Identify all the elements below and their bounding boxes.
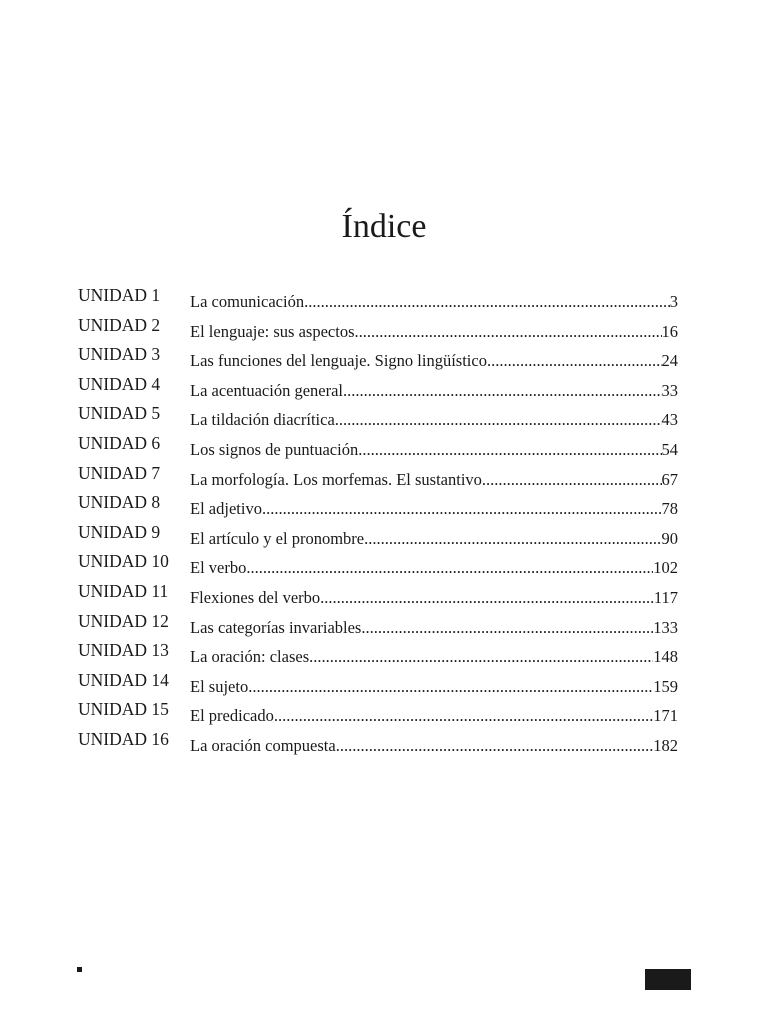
unit-label: UNIDAD 7: [78, 462, 161, 483]
dot-leader: [335, 407, 662, 433]
toc-entry[interactable]: [190, 615, 678, 645]
dot-leader: [364, 526, 661, 552]
toc-entry-page: 182: [653, 735, 678, 755]
unit-label: UNIDAD 14: [78, 669, 169, 690]
toc-entry-title: La oración: clases: [190, 647, 310, 667]
toc-entry[interactable]: [190, 289, 678, 319]
toc-entry[interactable]: [190, 467, 678, 497]
toc-entry-page: 78: [661, 499, 678, 519]
toc-entry[interactable]: [190, 378, 678, 408]
dot-leader: [487, 348, 662, 374]
dot-leader: [274, 703, 653, 729]
dot-leader: [304, 289, 670, 315]
toc-entry-title: El artículo y el pronombre: [190, 528, 365, 548]
dot-leader: [248, 674, 653, 700]
unit-label: UNIDAD 12: [78, 610, 169, 631]
dot-leader: [336, 733, 654, 759]
dot-leader: [246, 555, 653, 581]
toc-entry-page: 3: [669, 292, 678, 311]
toc-entry-title: Las funciones del lenguaje. Signo lingüístico: [190, 351, 487, 371]
unit-label: UNIDAD 15: [78, 699, 169, 720]
unit-label: UNIDAD 5: [78, 403, 161, 424]
toc-entry-page: 33: [661, 380, 678, 400]
toc-entry-title: La tildación diacrítica: [190, 410, 335, 430]
dot-leader: [355, 319, 662, 345]
unit-label: UNIDAD 3: [78, 344, 161, 365]
toc-entry[interactable]: [190, 496, 678, 526]
page-title: Índice: [341, 208, 427, 245]
toc-entry[interactable]: [190, 555, 678, 585]
toc-entry-title: La morfología. Los morfemas. El sustantivo: [190, 469, 482, 489]
toc-entry-page: 117: [653, 587, 678, 607]
toc-entry[interactable]: [190, 437, 678, 467]
toc-entry[interactable]: [190, 674, 678, 704]
toc-entry-title: Las categorías invariables: [190, 617, 362, 637]
unit-label: UNIDAD 13: [78, 640, 169, 661]
dot-leader: [343, 378, 662, 404]
footer-dot-mark: [77, 967, 82, 972]
unit-label: UNIDAD 9: [78, 521, 161, 542]
dot-leader: [482, 467, 662, 493]
dot-leader: [309, 644, 653, 670]
toc-entry[interactable]: [190, 585, 678, 615]
toc-entry-title: El sujeto: [190, 676, 249, 696]
toc-entry-title: El verbo: [190, 558, 247, 578]
page-number-tab: [645, 969, 691, 990]
dot-leader: [320, 585, 654, 611]
dot-leader: [361, 615, 653, 641]
toc-entry-title: El lenguaje: sus aspectos: [190, 321, 355, 341]
unit-label: UNIDAD 2: [78, 314, 161, 335]
toc-entry-title: El predicado: [190, 706, 274, 726]
toc-entry-page: 102: [653, 558, 678, 578]
dot-leader: [262, 496, 662, 522]
unit-label: UNIDAD 8: [78, 492, 161, 513]
toc-entry[interactable]: [190, 348, 678, 378]
toc-entry[interactable]: [190, 319, 678, 349]
toc-entry-title: Los signos de puntuación: [190, 439, 359, 459]
toc-entry-title: La acentuación general: [190, 380, 343, 400]
toc-entry-page: 148: [653, 647, 678, 667]
toc-entry-page: 159: [653, 676, 678, 696]
unit-labels-column: [78, 282, 188, 756]
unit-label: UNIDAD 6: [78, 432, 161, 453]
toc-entry-page: 54: [661, 439, 678, 459]
unit-label: UNIDAD 11: [78, 580, 169, 601]
toc-entries-column: [190, 289, 678, 763]
dot-leader: [358, 437, 661, 463]
toc-entry-page: 90: [661, 528, 678, 548]
toc-entry-page: 133: [653, 617, 678, 637]
toc-entry-page: 24: [661, 351, 678, 371]
unit-label: UNIDAD 1: [78, 285, 161, 305]
toc-entry-title: La oración compuesta: [190, 735, 336, 755]
unit-label: UNIDAD 4: [78, 373, 161, 394]
toc-entry-title: Flexiones del verbo: [190, 587, 321, 607]
toc-entry[interactable]: [190, 526, 678, 556]
toc-entry-page: 43: [661, 410, 678, 430]
toc-entry[interactable]: [190, 407, 678, 437]
unit-label: UNIDAD 16: [78, 728, 169, 749]
toc-entry-title: La comunicación: [190, 292, 305, 311]
toc-entry[interactable]: [190, 703, 678, 733]
toc-entry-title: El adjetivo: [190, 499, 262, 519]
toc-entry-page: 67: [661, 469, 678, 489]
toc-entry-page: 16: [661, 321, 678, 341]
toc-entry-page: 171: [653, 706, 678, 726]
toc-entry[interactable]: [190, 644, 678, 674]
unit-label: UNIDAD 10: [78, 551, 169, 572]
toc-entry[interactable]: [190, 733, 678, 763]
